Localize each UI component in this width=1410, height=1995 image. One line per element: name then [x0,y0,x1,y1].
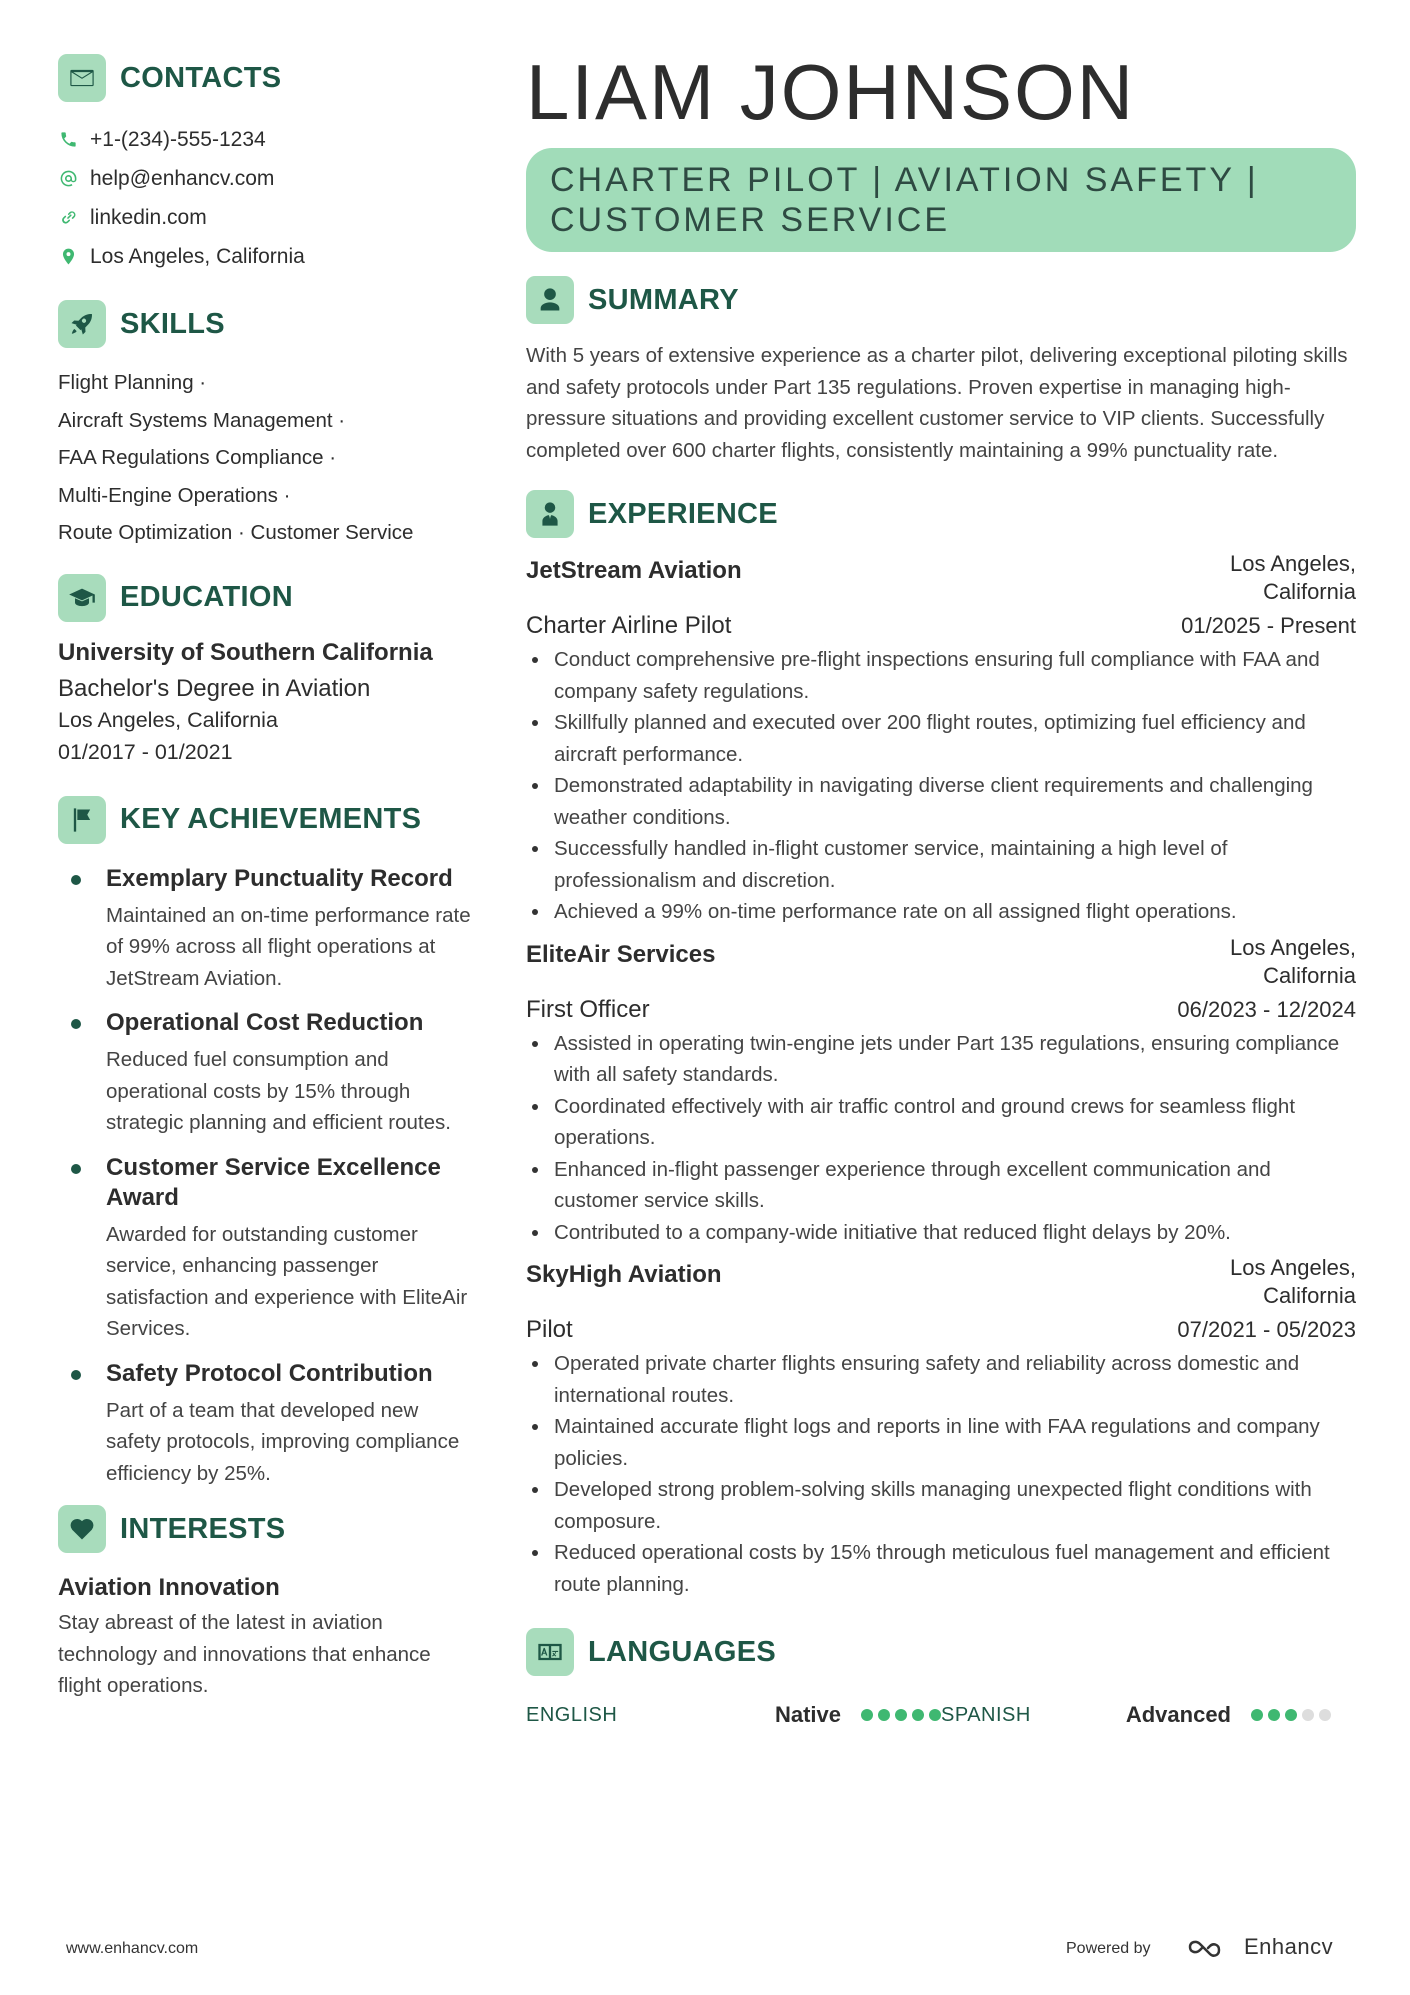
location-pin-icon [58,247,78,267]
achievement-item [58,864,478,995]
proficiency-dot-empty [1302,1709,1314,1721]
proficiency-dot-filled [1268,1709,1280,1721]
language-item [526,1702,941,1728]
link-icon [58,208,78,228]
title-banner [526,148,1356,252]
proficiency-dots [1251,1709,1331,1721]
linkedin-text[interactable]: linkedin.com [90,205,207,229]
skill-line: Route Optimization · Customer Service [58,521,414,544]
job-entry [526,550,1356,928]
job-bullet: Operated private charter flights ensuring safety and reliability across domestic and international routes. [526,1348,1356,1411]
language-item [941,1702,1356,1728]
job-dates: 07/2021 - 05/2023 [1177,1317,1356,1342]
job-bullet: Achieved a 99% on-time performance rate on all assigned flight operations. [526,896,1356,928]
language-name: SPANISH [941,1703,1031,1726]
briefcase-user-icon [526,490,574,538]
achievements-heading: KEY ACHIEVEMENTS [120,803,422,835]
summary-header [526,274,1356,326]
brand-name: Enhancv [1244,1934,1334,1959]
language-list [526,1700,1356,1730]
experience-header [526,488,1356,540]
contact-phone [58,120,478,159]
phone-icon [58,130,78,150]
proficiency-dot-filled [895,1709,907,1721]
job-location: Los Angeles, California [1230,551,1356,604]
job-dates: 06/2023 - 12/2024 [1177,996,1356,1022]
company-name: SkyHigh Aviation [526,1261,722,1288]
summary-text: With 5 years of extensive experience as a charter pilot, delivering exceptional piloting skills and safety protocols under Part 135 regulations. Proven expertise in managing high-pressure situations and providing excellent customer service to VIP clients. Successfully completed over 600 charter flights, consistently maintaining a 99% punctuality rate. [526,344,1348,462]
phone-text[interactable]: +1-(234)-555-1234 [90,127,266,151]
education-entry [58,638,478,768]
proficiency-dot-filled [1285,1709,1297,1721]
skills-list [58,364,478,552]
candidate-name: LIAM JOHNSON [526,48,1136,136]
achievement-item [58,1359,478,1490]
achievement-item [58,1008,478,1139]
interests-header [58,1503,478,1555]
achievement-desc: Awarded for outstanding customer service, enhancing passenger satisfaction and experience with EliteAir Services. [106,1222,468,1340]
job-bullet: Demonstrated adaptability in navigating diverse client requirements and challenging weather conditions. [526,770,1356,833]
job-bullet: Coordinated effectively with air traffic control and ground crews for seamless flight operations. [526,1091,1356,1154]
job-bullets [526,1028,1356,1249]
candidate-title: CHARTER PILOT | AVIATION SAFETY | CUSTOMER SERVICE [550,161,1259,239]
contacts-heading: CONTACTS [120,61,282,94]
job-bullet: Contributed to a company-wide initiative that reduced flight delays by 20%. [526,1217,1356,1249]
job-location: Los Angeles, California [1230,934,1356,988]
footer-site-link[interactable]: www.enhancv.com [66,1940,199,1957]
job-role: First Officer [526,995,650,1023]
job-bullet: Developed strong problem-solving skills managing unexpected flight conditions with composure. [526,1474,1356,1537]
job-bullet: Maintained accurate flight logs and reports in line with FAA regulations and company policies. [526,1411,1356,1474]
education-heading: EDUCATION [120,581,293,613]
job-location: Los Angeles, California [1230,1255,1356,1308]
job-dates: 01/2025 - Present [1181,613,1356,638]
skill-line: FAA Regulations Compliance · [58,446,337,469]
job-bullets [526,1348,1356,1600]
education-header [58,572,478,624]
job-bullets [526,644,1356,928]
left-column [58,52,478,1702]
contact-location [58,237,478,276]
achievement-title: Operational Cost Reduction [106,1009,424,1036]
achievement-desc: Maintained an on-time performance rate of 99% across all flight operations at JetStream Aviation. [106,903,471,990]
proficiency-dot-filled [1251,1709,1263,1721]
achievement-title: Safety Protocol Contribution [106,1359,433,1387]
contact-linkedin [58,198,478,237]
bullet-dot [71,1164,81,1174]
interest-title: Aviation Innovation [58,1574,280,1601]
achievement-title: Customer Service Excellence Award [106,1153,441,1211]
language-level: Native [774,1702,841,1727]
location-text: Los Angeles, California [90,244,305,268]
skill-line: Multi-Engine Operations · [58,483,291,507]
proficiency-dot-filled [912,1709,924,1721]
enhancv-logo-icon [1186,1934,1234,1960]
company-name: JetStream Aviation [526,557,742,584]
job-bullet: Skillfully planned and executed over 200 flight routes, optimizing fuel efficiency and aircraft performance. [526,707,1356,770]
job-bullet: Reduced operational costs by 15% through meticulous fuel management and efficient route planning. [526,1537,1356,1600]
achievement-desc: Part of a team that developed new safety protocols, improving compliance efficiency by 25%. [106,1398,460,1485]
achievements-header [58,794,478,846]
proficiency-dots [861,1709,941,1721]
contact-email [58,159,478,198]
proficiency-dot-filled [878,1709,890,1721]
envelope-icon [58,54,106,102]
achievement-item [58,1153,478,1345]
bullet-dot [71,875,81,885]
skill-line: Aircraft Systems Management · [58,408,346,432]
right-column [526,48,1356,1730]
at-icon [58,169,78,189]
summary-heading: SUMMARY [588,283,739,316]
languages-heading: LANGUAGES [588,1635,776,1668]
achievements-list [58,864,478,1490]
rocket-icon [58,300,106,348]
job-bullet: Conduct comprehensive pre-flight inspections ensuring full compliance with FAA and company safety regulations. [526,644,1356,707]
bullet-dot [71,1370,81,1380]
job-entry [526,934,1356,1249]
proficiency-dot-empty [1319,1709,1331,1721]
languages-header [526,1626,1356,1678]
bullet-dot [71,1019,81,1029]
translate-icon [526,1628,574,1676]
language-level: Advanced [1125,1702,1231,1727]
footer [0,1934,1410,1970]
company-name: EliteAir Services [526,940,716,968]
language-name: ENGLISH [526,1703,618,1726]
email-text[interactable]: help@enhancv.com [90,166,275,190]
job-bullet: Enhanced in-flight passenger experience through excellent communication and customer service skills. [526,1154,1356,1217]
interests-heading: INTERESTS [120,1512,286,1545]
experience-heading: EXPERIENCE [588,497,778,530]
education-location: Los Angeles, California [58,707,278,732]
education-dates: 01/2017 - 01/2021 [58,739,233,764]
interest-desc: Stay abreast of the latest in aviation technology and innovations that enhance flight operations. [58,1611,431,1697]
proficiency-dot-filled [929,1709,941,1721]
skills-heading: SKILLS [120,307,225,340]
user-icon [526,276,574,324]
job-bullet: Successfully handled in-flight customer service, maintaining a high level of professionalism and discretion. [526,833,1356,896]
graduation-cap-icon [58,574,106,622]
contacts-header [58,52,478,104]
job-role: Pilot [526,1316,573,1343]
school-name: University of Southern California [58,638,433,666]
contact-list [58,120,478,276]
proficiency-dot-filled [861,1709,873,1721]
job-bullet: Assisted in operating twin-engine jets under Part 135 regulations, ensuring compliance with all safety standards. [526,1028,1356,1091]
flag-icon [58,796,106,844]
skill-line: Flight Planning · [58,371,207,394]
job-entry [526,1254,1356,1600]
brand-logo[interactable] [1186,1934,1333,1960]
interest-entry [58,1573,478,1702]
achievement-title: Exemplary Punctuality Record [106,864,453,892]
degree: Bachelor's Degree in Aviation [58,674,371,702]
achievement-desc: Reduced fuel consumption and operational costs by 15% through strategic planning and efficient routes. [106,1048,451,1134]
job-role: Charter Airline Pilot [526,612,732,639]
skills-header [58,298,478,350]
powered-by-text: Powered by [1066,1940,1151,1957]
heart-icon [58,1505,106,1553]
